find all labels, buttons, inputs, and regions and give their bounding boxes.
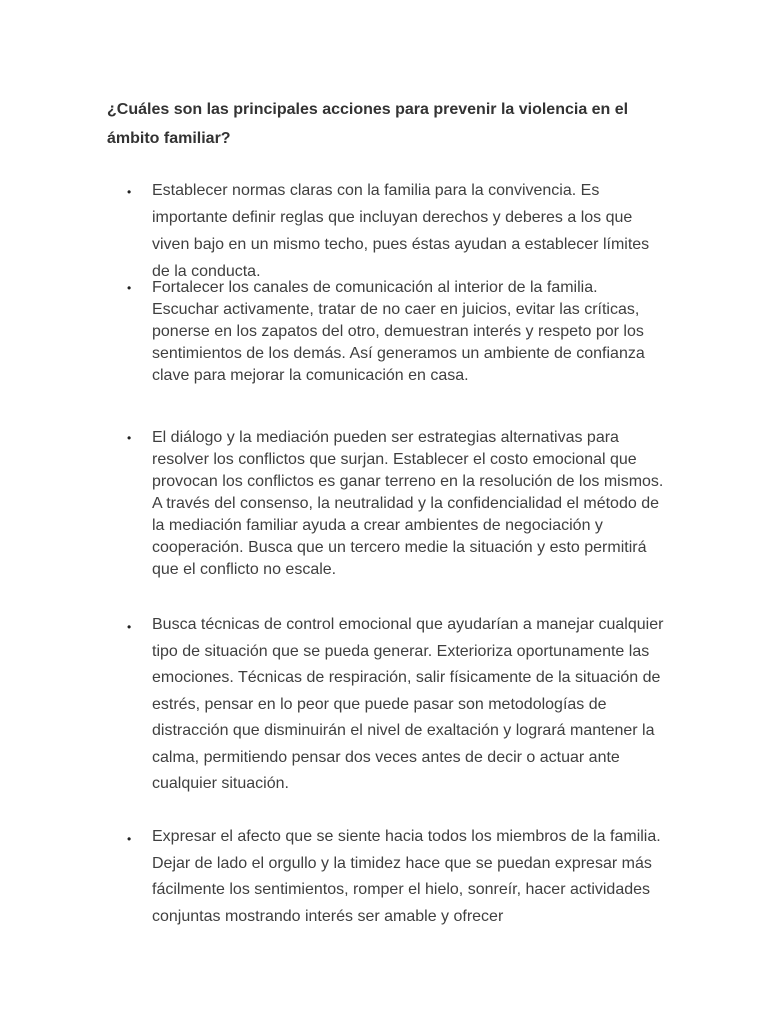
list-item-text: Expresar el afecto que se siente hacia todos los miembros de la familia. Dejar de lado el orgullo y la timidez hace que se puedan expresar más fácilmente los sentimientos, romper el hielo, sonreír, hacer actividades conjuntas mostrando interés ser amable y ofrecer <box>152 828 661 925</box>
list-item <box>127 427 664 581</box>
list-item <box>127 824 664 930</box>
list-item-text: El diálogo y la mediación pueden ser estrategias alternativas para resolver los conflictos que surjan. Establecer el costo emocional que provocan los conflictos es ganar terreno en la resolución de los mismos. A través del consenso, la neutralidad y la confidencialidad el método de la mediación familiar ayuda a crear ambientes de negociación y cooperación. Busca que un tercero medie la situación y esto permitirá que el conflicto no escale. <box>152 429 664 578</box>
list-item-text: Fortalecer los canales de comunicación al interior de la familia. Escuchar activamente, tratar de no caer en juicios, evitar las críticas, ponerse en los zapatos del otro, demuestran interés y respeto por los sentimientos de los demás. Así generamos un ambiente de confianza clave para mejorar la comunicación en casa. <box>152 279 645 384</box>
list-item <box>127 177 664 285</box>
list-item-text: Busca técnicas de control emocional que ayudarían a manejar cualquier tipo de situación que se pueda generar. Exterioriza oportunamente las emociones. Técnicas de respiración, salir físicamente de la situación de estrés, pensar en lo peor que puede pasar son metodologías de distracción que disminuirán el nivel de exaltación y logrará mantener la calma, permitiendo pensar dos veces antes de decir o actuar ante cualquier situación. <box>152 616 664 792</box>
bullet-icon: • <box>127 832 132 846</box>
page-title: ¿Cuáles son las principales acciones para prevenir la violencia en el ámbito familiar? <box>107 101 629 147</box>
bullet-icon: • <box>127 281 132 295</box>
list-item-text: Establecer normas claras con la familia para la convivencia. Es importante definir reglas que incluyan derechos y deberes a los que viven bajo en un mismo techo, pues éstas ayudan a establecer límites de la conducta. <box>152 182 650 280</box>
bullet-icon: • <box>127 620 132 634</box>
bullet-icon: • <box>127 185 132 199</box>
list-item <box>127 612 664 798</box>
bullet-icon: • <box>127 431 132 445</box>
list-item <box>127 277 664 387</box>
